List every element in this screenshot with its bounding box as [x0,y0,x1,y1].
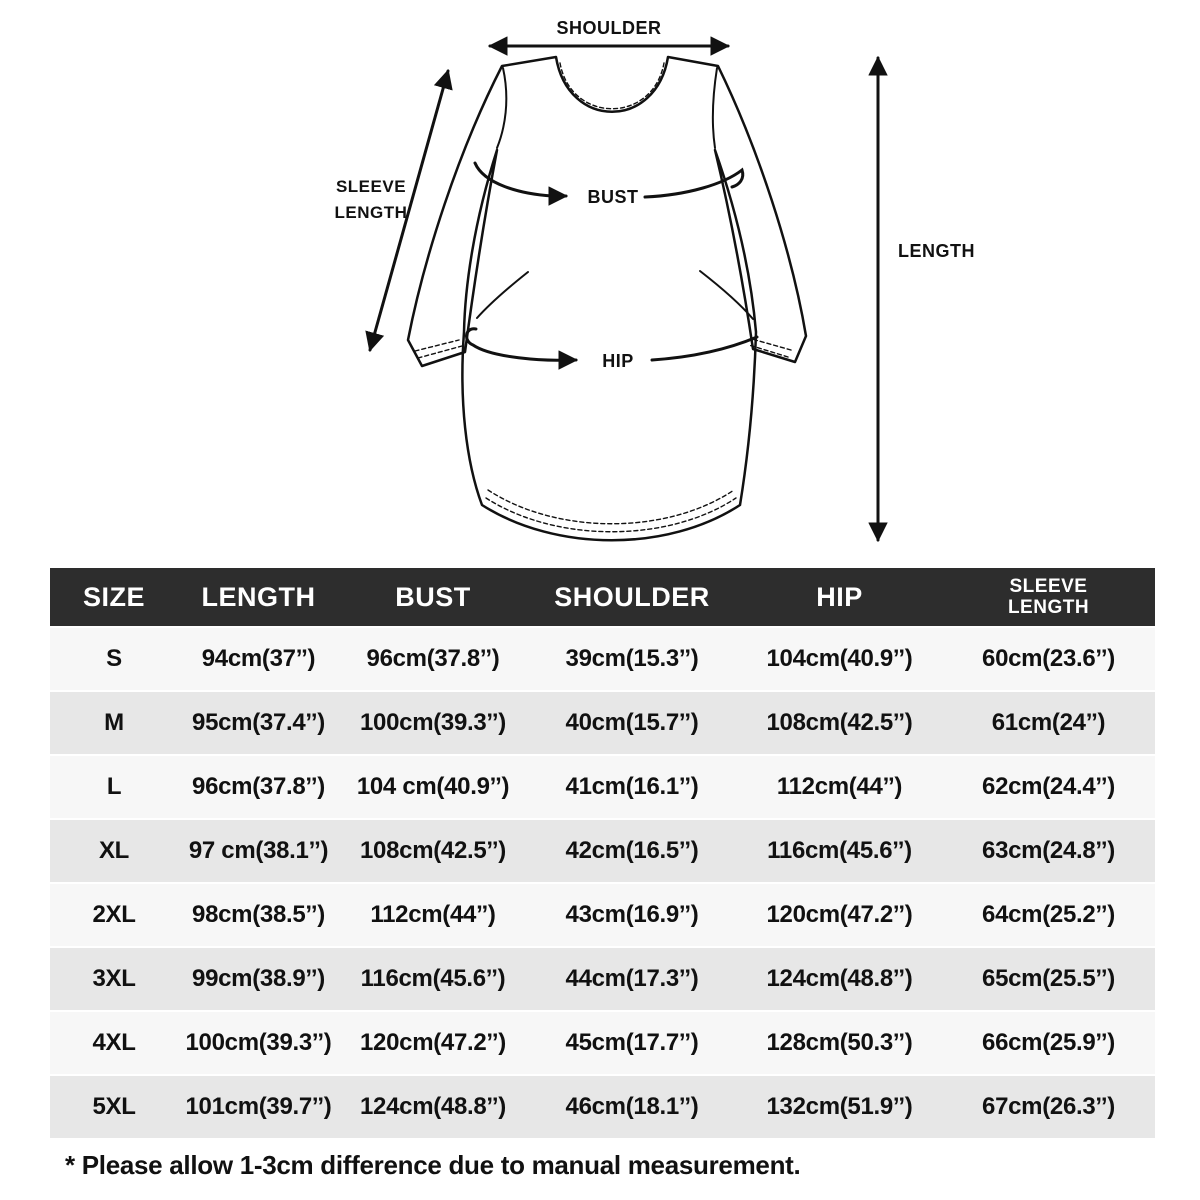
table-row-2XL [50,882,1155,946]
length-cell: 99cm(38.9’’) [178,946,339,1010]
hip-cell: 104cm(40.9’’) [737,626,942,690]
sleeve-length-label-line2: LENGTH [334,203,408,222]
length-cell: 98cm(38.5’’) [178,882,339,946]
length-cell: 97 cm(38.1’’) [178,818,339,882]
size-chart-body [50,626,1155,1138]
size-cell: XL [50,818,178,882]
garment-measurement-diagram [0,0,1200,560]
length-cell: 101cm(39.7’’) [178,1074,339,1138]
size-cell: S [50,626,178,690]
table-row-S [50,626,1155,690]
bust-cell: 112cm(44’’) [339,882,527,946]
length-cell: 100cm(39.3’’) [178,1010,339,1074]
sleeve_length-cell: 61cm(24’’) [942,690,1155,754]
garment-drawing [408,57,806,540]
length-cell: 96cm(37.8’’) [178,754,339,818]
shoulder-cell: 46cm(18.1’’) [527,1074,737,1138]
bust-cell: 120cm(47.2’’) [339,1010,527,1074]
bust-label: BUST [587,187,639,207]
table-row-L [50,754,1155,818]
bust-cell: 116cm(45.6’’) [339,946,527,1010]
shoulder-cell: 41cm(16.1’’) [527,754,737,818]
bust-cell: 124cm(48.8’’) [339,1074,527,1138]
sleeve-length-label-line1: SLEEVE [335,177,407,196]
size-cell: 3XL [50,946,178,1010]
table-row-4XL [50,1010,1155,1074]
size-chart-header [50,568,1155,626]
sleeve_length-cell: 66cm(25.9’’) [942,1010,1155,1074]
hip-cell: 128cm(50.3’’) [737,1010,942,1074]
column-header-length: LENGTH [178,568,339,626]
hip-cell: 116cm(45.6’’) [737,818,942,882]
shoulder-cell: 45cm(17.7’’) [527,1010,737,1074]
hip-cell: 120cm(47.2’’) [737,882,942,946]
header-row [50,568,1155,626]
size-chart-table [50,568,1155,1138]
shoulder-cell: 42cm(16.5’’) [527,818,737,882]
shoulder-label: SHOULDER [556,18,662,38]
size-cell: L [50,754,178,818]
hip-cell: 108cm(42.5’’) [737,690,942,754]
bust-cell: 108cm(42.5’’) [339,818,527,882]
shoulder-cell: 40cm(15.7’’) [527,690,737,754]
table-row-M [50,690,1155,754]
size-cell: 2XL [50,882,178,946]
bust-cell: 104 cm(40.9’’) [339,754,527,818]
column-header-hip: HIP [737,568,942,626]
garment-outline [408,57,806,540]
sleeve_length-cell: 67cm(26.3’’) [942,1074,1155,1138]
table-row-3XL [50,946,1155,1010]
hip-cell: 124cm(48.8’’) [737,946,942,1010]
column-header-sleeve_length: SLEEVE LENGTH [942,568,1155,626]
shoulder-cell: 44cm(17.3’’) [527,946,737,1010]
table-row-XL [50,818,1155,882]
measurement-footnote: * Please allow 1-3cm difference due to manual measurement. [65,1150,801,1180]
shoulder-cell: 43cm(16.9’’) [527,882,737,946]
length-cell: 95cm(37.4’’) [178,690,339,754]
sleeve_length-cell: 62cm(24.4’’) [942,754,1155,818]
size-cell: 4XL [50,1010,178,1074]
column-header-bust: BUST [339,568,527,626]
hip-cell: 132cm(51.9’’) [737,1074,942,1138]
length-label: LENGTH [898,241,975,261]
sleeve_length-cell: 65cm(25.5’’) [942,946,1155,1010]
sleeve_length-cell: 63cm(24.8’’) [942,818,1155,882]
hip-label: HIP [602,351,634,371]
length-cell: 94cm(37’’) [178,626,339,690]
sleeve_length-cell: 64cm(25.2’’) [942,882,1155,946]
bust-cell: 100cm(39.3’’) [339,690,527,754]
bust-cell: 96cm(37.8’’) [339,626,527,690]
column-header-size: SIZE [50,568,178,626]
shoulder-cell: 39cm(15.3’’) [527,626,737,690]
sleeve_length-cell: 60cm(23.6’’) [942,626,1155,690]
size-cell: M [50,690,178,754]
size-cell: 5XL [50,1074,178,1138]
hip-cell: 112cm(44’’) [737,754,942,818]
table-row-5XL [50,1074,1155,1138]
column-header-shoulder: SHOULDER [527,568,737,626]
